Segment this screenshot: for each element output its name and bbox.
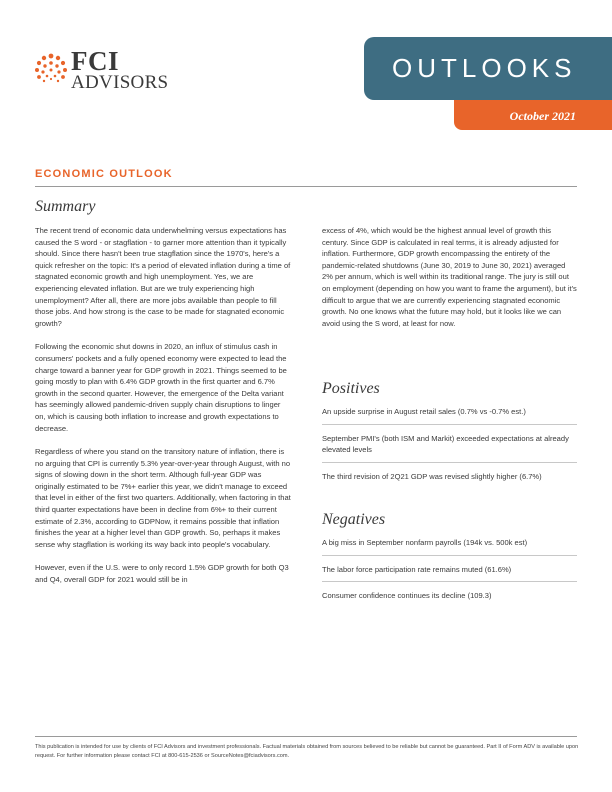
date-bar	[454, 100, 612, 130]
negative-item: A big miss in September nonfarm payrolls (194k vs. 500k est)	[322, 537, 577, 556]
negative-item: The labor force participation rate remains muted (61.6%)	[322, 564, 577, 583]
summary-right-column	[322, 225, 578, 341]
logo-advisors-text: ADVISORS	[71, 72, 169, 93]
top-divider	[35, 186, 577, 187]
summary-heading: Summary	[35, 198, 96, 215]
negative-item: Consumer confidence continues its decline (109.3)	[322, 591, 492, 601]
positive-item: The third revision of 2Q21 GDP was revised slightly higher (6.7%)	[322, 471, 542, 481]
outlooks-title: OUTLOOKS	[392, 53, 577, 83]
fci-advisors-logo	[34, 48, 184, 98]
summary-paragraph: Following the economic shut downs in 2020, an influx of stimulus cash in consumers' pockets and a fully opened economy were expected to lead the charge toward a banner year for GDP growth in 2021. Things seemed to be going mostly to plan with 6.4% GDP growth in the first quarter and 6.7% growth in the second quarter. However, the emergence of the Delta variant has seemingly allowed pandemic-driven supply chain disruptions to linger on, which is causing both inflation to increase and growth expectations to decrease.	[35, 342, 287, 433]
disclaimer-text: This publication is intended for use by clients of FCI Advisors and investment professionals. Factual materials obtained from sources believed to be reliable but cannot be guaranteed. Part II of Form ADV is available upon request. For further information please contact FCI at 800-615-2536 or SourceNotes@fciadvisors.com.	[35, 744, 579, 759]
positives-list	[322, 406, 577, 496]
logo-sunburst-icon	[34, 52, 68, 86]
summary-left-column	[35, 225, 291, 598]
negatives-heading: Negatives	[322, 511, 386, 528]
summary-paragraph: excess of 4%, which would be the highest annual level of growth this century. Since GDP is calculated in real terms, it is already adjusted for inflation. Furthermore, GDP growth encompassing the entirety of the pandemic-related shutdowns (June 30, 2019 to June 30, 2021) averaged 2% per annum, which is well within its traditional range. The jury is still out on employment (depending on how you want to frame the argument), but it's difficult to argue that we are currently experiencing stagnated economic growth. No one knows what the future may hold, but it looks like we can avoid using the S word, at least for now.	[322, 226, 577, 328]
summary-paragraph: However, even if the U.S. were to only record 1.5% GDP growth for both Q3 and Q4, overall GDP for 2021 would still be in	[35, 563, 289, 585]
positive-item: An upside surprise in August retail sales (0.7% vs -0.7% est.)	[322, 406, 577, 425]
outlooks-banner	[364, 37, 612, 100]
logo-fci-text: FCI	[71, 46, 119, 76]
summary-paragraph: Regardless of where you stand on the transitory nature of inflation, there is no arguing that CPI is currently 5.3% year-over-year through August, with no signs of slowing down in the short term. Although full-year GDP was originally estimated to be 7%+ earlier this year, we didn't manage to exceed that level in either of the first two quarters. Additionally, when factoring in that third quarter expectations have been in decline from 6%+ to their current estimate of 2.3%, according to GDPNow, it remains possible that inflation finishes the year at a higher level than GDP growth. So, perhaps it makes sense why stagflation is working its way back into people's vocabulary.	[35, 447, 291, 549]
section-label: ECONOMIC OUTLOOK	[35, 168, 173, 180]
summary-paragraph: The recent trend of economic data underwhelming versus expectations has caused the S word - or stagflation - to garner more attention than it typically should. Since there hasn't been true stagflation since the 1970's, here's a quick refresher on the topic: It's a period of elevated inflation during a time of stagnated economic growth and high unemployment. Yes, we are experiencing elevated inflation. But are we truly experiencing high unemployment? After all, there are more jobs available than people to fill those jobs. And how strong is the case to be made for stagnated economic growth?	[35, 226, 291, 328]
negatives-list	[322, 537, 577, 616]
issue-date: October 2021	[509, 109, 576, 123]
positives-heading: Positives	[322, 380, 380, 397]
bottom-divider	[35, 736, 577, 737]
positive-item: September PMI's (both ISM and Markit) exceeded expectations at already elevated levels	[322, 433, 577, 463]
